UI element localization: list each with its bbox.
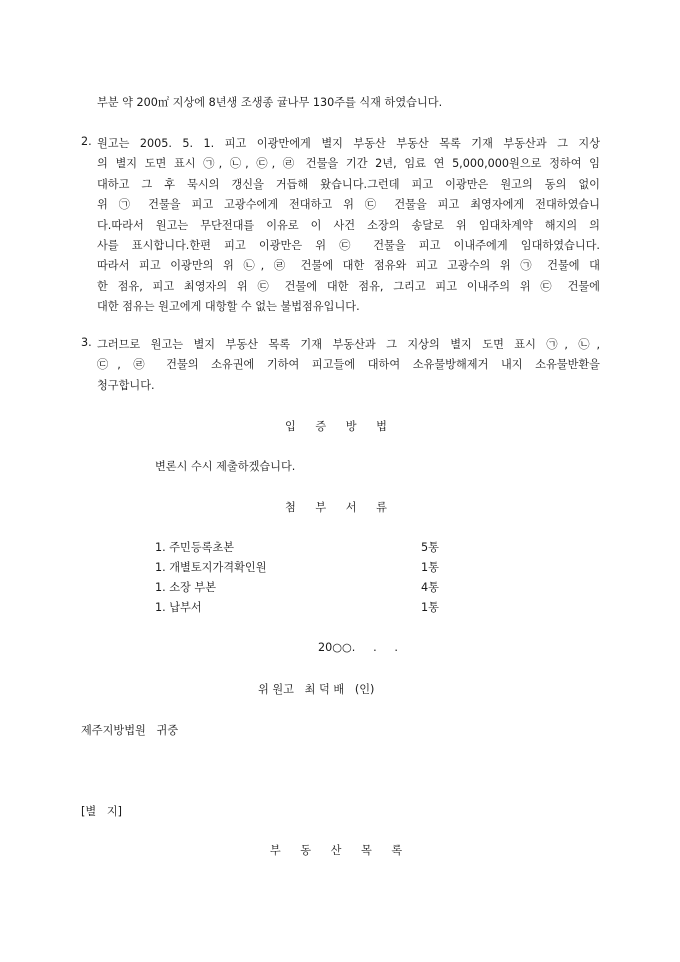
attachment-label: 1. 개별토지가격확인원 — [155, 561, 267, 574]
attachments-heading: 첨 부 서 류 — [285, 501, 395, 514]
evidence-heading: 입 증 방 법 — [285, 420, 395, 433]
paragraph-line: 그러므로 원고는 별지 부동산 목록 기재 부동산과 그 지상의 별지 도면 표시 ㉠, ㉡, — [97, 338, 600, 351]
evidence-text: 변론시 수시 제출하겠습니다. — [155, 460, 296, 473]
paragraph-line: 한 점유, 피고 최영자의 위 ㉢ 건물에 대한 점유, 그리고 피고 이내주의 위 ㉢ 건물에 — [97, 279, 600, 293]
attachment-count: 4통 — [421, 581, 439, 594]
attachment-row — [155, 599, 445, 619]
paragraph-3 — [97, 335, 600, 396]
attachment-count: 1통 — [421, 561, 439, 574]
paragraph-line: 원고는 2005. 5. 1. 피고 이광만에게 별지 부동산 부동산 목록 기재 부동산과 그 지상 — [97, 137, 600, 150]
intro-line: 부분 약 200㎡ 지상에 8년생 조생종 귤나무 130주를 식재 하였습니다. — [97, 96, 443, 109]
paragraph-line: 대한 점유는 원고에게 대항할 수 없는 불법점유입니다. — [97, 300, 360, 314]
paragraph-line: 대하고 그 후 묵시의 갱신을 거듭해 왔습니다.그런데 피고 이광만은 원고의 동의 없이 — [97, 177, 600, 191]
attachment-count: 5통 — [421, 541, 439, 554]
signature-line: 위 원고 최 덕 배 (인) — [258, 683, 375, 696]
property-list-heading: 부 동 산 목 록 — [269, 844, 411, 857]
paragraph-line: 의 별지 도면 표시 ㉠, ㉡, ㉢, ㉣ 건물을 기간 2년, 임료 연 5,000,000원으로 정하여 임 — [97, 157, 600, 171]
attachment-row — [155, 559, 445, 579]
paragraph-line: 위 ㉠ 건물을 피고 고광수에게 전대하고 위 ㉢ 건물을 피고 최영자에게 전대하였습니 — [97, 198, 600, 212]
attachment-count: 1통 — [421, 601, 439, 614]
paragraph-line: 사를 표시합니다.한편 피고 이광만은 위 ㉢ 건물을 피고 이내주에게 임대하였습니다. — [97, 239, 600, 253]
paragraph-line: ㉢, ㉣ 건물의 소유권에 기하여 피고들에 대하여 소유물방해제거 내지 소유물반환을 — [97, 358, 600, 372]
paragraph-2-number: 2. — [81, 135, 92, 148]
court-name: 제주지방법원 귀중 — [81, 724, 179, 737]
attachment-label: 1. 납부서 — [155, 601, 202, 614]
paragraph-3-number: 3. — [81, 336, 92, 349]
paragraph-line: 청구합니다. — [97, 378, 155, 392]
attachment-label: 1. 소장 부본 — [155, 581, 217, 594]
paragraph-2 — [97, 134, 600, 318]
date-line: 20○○. . . — [318, 641, 398, 654]
attachment-row — [155, 579, 445, 599]
attachment-row — [155, 539, 445, 559]
appendix-label: [별 지] — [81, 805, 123, 818]
attachment-label: 1. 주민등록초본 — [155, 541, 235, 554]
paragraph-line: 다.따라서 원고는 무단전대를 이유로 이 사건 소장의 송달로 위 임대차계약 해지의 의 — [97, 218, 600, 232]
paragraph-line: 따라서 피고 이광만의 위 ㉡, ㉣ 건물에 대한 점유와 피고 고광수의 위 ㉠ 건물에 대 — [97, 259, 600, 273]
